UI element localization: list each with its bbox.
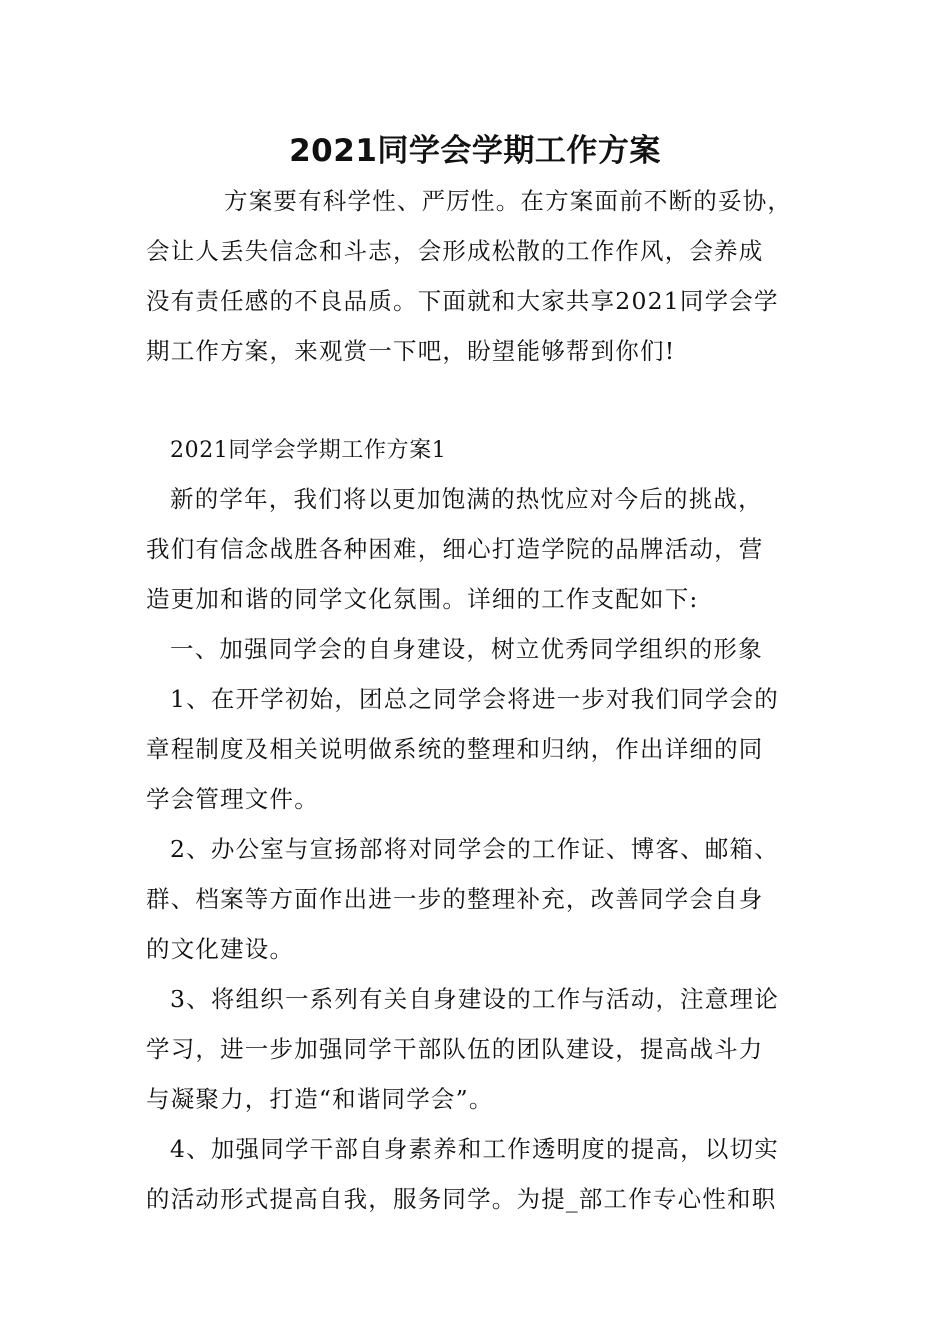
body-line-12: 学习，进一步加强同学干部队伍的团队建设，提高战斗力 bbox=[146, 1035, 764, 1063]
section-heading: 2021同学会学期工作方案1 bbox=[170, 438, 447, 463]
body-line-6: 章程制度及相关说明做系统的整理和归纳，作出详细的同 bbox=[146, 735, 764, 763]
body-line-8: 2、办公室与宣扬部将对同学会的工作证、博客、邮箱、 bbox=[170, 835, 779, 863]
body-line-5: 1、在开学初始，团总之同学会将进一步对我们同学会的 bbox=[170, 685, 779, 713]
intro-line-3: 没有责任感的不良品质。下面就和大家共享2021同学会学 bbox=[146, 287, 779, 315]
body-line-7: 学会管理文件。 bbox=[146, 785, 319, 813]
body-line-4: 一、加强同学会的自身建设，树立优秀同学组织的形象 bbox=[170, 635, 763, 663]
body-line-14: 4、加强同学干部自身素养和工作透明度的提高，以切实 bbox=[170, 1135, 779, 1163]
body-line-11: 3、将组织一系列有关自身建设的工作与活动，注意理论 bbox=[170, 985, 779, 1013]
intro-line-4: 期工作方案，来观赏一下吧，盼望能够帮到你们! bbox=[146, 337, 676, 365]
body-line-2: 我们有信念战胜各种困难，细心打造学院的品牌活动，营 bbox=[146, 535, 764, 563]
document-title: 2021同学会学期工作方案 bbox=[289, 133, 661, 169]
body-line-15: 的活动形式提高自我，服务同学。为提_部工作专心性和职 bbox=[146, 1185, 777, 1213]
body-line-1: 新的学年，我们将以更加饱满的热忱应对今后的挑战， bbox=[170, 485, 763, 513]
intro-line-1: 方案要有科学性、严厉性。在方案面前不断的妥协， bbox=[224, 187, 793, 215]
body-line-10: 的文化建设。 bbox=[146, 935, 295, 963]
intro-line-2: 会让人丢失信念和斗志，会形成松散的工作作风，会养成 bbox=[146, 237, 764, 265]
body-line-3: 造更加和谐的同学文化氛围。详细的工作支配如下: bbox=[146, 585, 699, 613]
body-line-9: 群、档案等方面作出进一步的整理补充，改善同学会自身 bbox=[146, 885, 764, 913]
body-line-13: 与凝聚力，打造“和谐同学会”。 bbox=[146, 1085, 494, 1113]
